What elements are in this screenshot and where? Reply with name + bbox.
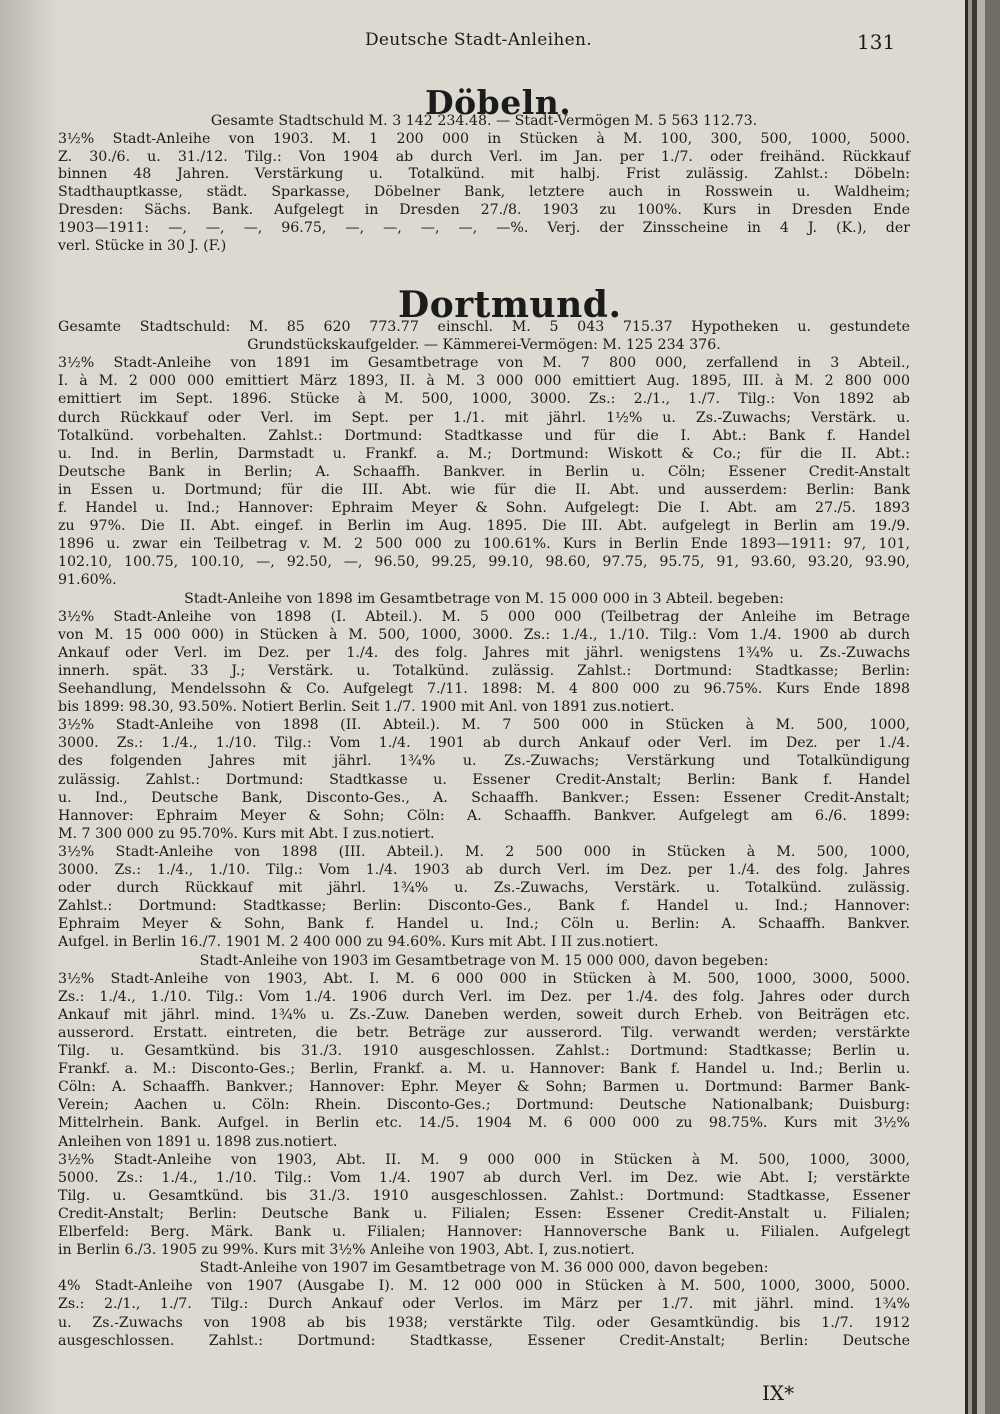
text-line: des folgenden Jahres mit jährl. 1¾% u. Zs.-Zuwachs; Verstärkung und Totalkündigung	[58, 753, 910, 770]
text-line: u. Zs.-Zuwachs von 1908 ab bis 1938; verstärkte Tilg. oder Gesamtkündig. bis 1./7. 1912	[58, 1314, 910, 1331]
text-line: verl. Stücke in 30 J. (F.)	[58, 237, 227, 254]
text-line: Mittelrhein. Bank. Aufgel. in Berlin etc. 14./5. 1904 M. 6 000 000 zu 98.75%. Kurs mit 3½%	[58, 1115, 910, 1132]
text-line: Ankauf mit jährl. mind. 1¾% u. Zs.-Zuw. Daneben werden, soweit durch Erheb. von Beiträgen etc.	[58, 1006, 910, 1023]
text-line: von M. 15 000 000) in Stücken à M. 500, 1000, 3000. Zs.: 1./4., 1./10. Tilg.: Vom 1./4. 1900 ab durch	[58, 626, 910, 643]
text-line: zulässig. Zahlst.: Dortmund: Stadtkasse u. Essener Credit-Anstalt; Berlin: Bank f. Handel	[58, 771, 910, 788]
text-line: Zs.: 1./4., 1./10. Tilg.: Vom 1./4. 1906 durch Verl. im Dez. per 1./4. des folg. Jahres oder durch	[58, 988, 910, 1005]
text-line: durch Rückkauf oder Verl. im Sept. per 1./1. mit jährl. 1½% u. Zs.-Zuwachs; Verstärk. u.	[58, 409, 910, 426]
text-line: Stadt-Anleihe von 1898 im Gesamtbetrage von M. 15 000 000 in 3 Abteil. begeben:	[184, 590, 784, 607]
text-line: Zs.: 2./1., 1./7. Tilg.: Durch Ankauf oder Verlos. im März per 1./7. mit jährl. mind. 1¾%	[58, 1296, 910, 1313]
text-line: Stadt-Anleihe von 1907 im Gesamtbetrage von M. 36 000 000, davon begeben:	[199, 1260, 769, 1277]
text-line: 3000. Zs.: 1./4., 1./10. Tilg.: Vom 1./4. 1903 ab durch Verl. im Dez. per 1./4. des folg. Jahres	[58, 862, 910, 878]
text-line: 3½% Stadt-Anleihe von 1903. M. 1 200 000 in Stücken à M. 100, 300, 500, 1000, 5000.	[58, 130, 910, 147]
text-line: 3000. Zs.: 1./4., 1./10. Tilg.: Vom 1./4. 1901 ab durch Ankauf oder Verl. im Dez. per 1./4.	[58, 735, 910, 752]
text-line: 3½% Stadt-Anleihe von 1903, Abt. II. M. 9 000 000 in Stücken à M. 500, 1000, 3000,	[58, 1151, 910, 1168]
text-line: 3½% Stadt-Anleihe von 1891 im Gesamtbetrage von M. 7 800 000, zerfallend in 3 Abteil.,	[58, 355, 910, 372]
text-line: M. 7 300 000 zu 95.70%. Kurs mit Abt. I zus.notiert.	[58, 825, 435, 842]
text-line: Gesamte Stadtschuld: M. 85 620 773.77 einschl. M. 5 043 715.37 Hypotheken u. gestundete	[58, 319, 910, 335]
text-line: 3½% Stadt-Anleihe von 1898 (II. Abteil.). M. 7 500 000 in Stücken à M. 500, 1000,	[58, 717, 910, 734]
text-line: Gesamte Stadtschuld M. 3 142 234.48. — Stadt-Vermögen M. 5 563 112.73.	[210, 113, 758, 129]
text-line: in Essen u. Dortmund; für die III. Abt. wie für die II. Abt. und ausserdem: Berlin: Bank	[58, 481, 910, 498]
text-line: Tilg. u. Gesamtkünd. bis 31./3. 1910 ausgeschlossen. Zahlst.: Dortmund: Stadtkasse, Essener	[58, 1187, 910, 1204]
text-line: innerh. spät. 33 J.; Verstärk. u. Totalkünd. zulässig. Zahlst.: Dortmund: Stadtkasse; Berlin:	[58, 662, 910, 679]
text-line: Frankf. a. M.: Disconto-Ges.; Berlin, Frankf. a. M. u. Hannover: Bank f. Handel u. Ind.; Berlin u.	[58, 1061, 910, 1078]
book-edge	[965, 0, 1000, 1414]
text-line: 3½% Stadt-Anleihe von 1903, Abt. I. M. 6 000 000 in Stücken à M. 500, 1000, 3000, 5000.	[58, 970, 910, 987]
text-line: Grundstückskaufgelder. — Kämmerei-Vermögen: M. 125 234 376.	[247, 337, 721, 354]
text-line: bis 1899: 98.30, 93.50%. Notiert Berlin. Seit 1./7. 1900 mit Anl. von 1891 zus.notiert.	[58, 699, 675, 716]
text-line: Z. 30./6. u. 31./12. Tilg.: Von 1904 ab durch Verl. im Jan. per 1./7. oder freihänd. Rückkauf	[58, 148, 910, 165]
text-line: zu 97%. Die II. Abt. eingef. in Berlin im Aug. 1895. Die III. Abt. aufgelegt in Berlin am 19./9.	[58, 518, 910, 535]
section-title-doebeln: Döbeln.	[425, 83, 572, 122]
text-line: binnen 48 Jahren. Verstärkung u. Totalkünd. mit halbj. Frist zulässig. Zahlst.: Döbeln:	[58, 166, 910, 183]
text-line: I. à M. 2 000 000 emittiert März 1893, II. à M. 3 000 000 emittiert Aug. 1895, III. à M. 2 800 000	[58, 373, 910, 390]
text-line: Deutsche Bank in Berlin; A. Schaaffh. Bankver. in Berlin u. Cöln; Essener Credit-Anstalt	[58, 463, 910, 480]
text-line: emittiert im Sept. 1896. Stücke à M. 500, 1000, 3000. Zs.: 2./1., 1./7. Tilg.: Von 1892 ab	[58, 391, 910, 408]
text-line: 4% Stadt-Anleihe von 1907 (Ausgabe I). M. 12 000 000 in Stücken à M. 500, 1000, 3000, 5000.	[58, 1278, 910, 1295]
text-line: Cöln: A. Schaaffh. Bankver.; Hannover: Ephr. Meyer & Sohn; Barmen u. Dortmund: Barmer Bank-	[58, 1079, 910, 1096]
text-line: 3½% Stadt-Anleihe von 1898 (III. Abteil.). M. 2 500 000 in Stücken à M. 500, 1000,	[58, 843, 910, 860]
text-line: 91.60%.	[58, 572, 117, 589]
text-line: ausgeschlossen. Zahlst.: Dortmund: Stadtkasse, Essener Credit-Anstalt; Berlin: Deutsche	[58, 1332, 910, 1349]
text-line: Seehandlung, Mendelssohn & Co. Aufgelegt 7./11. 1898: M. 4 800 000 zu 96.75%. Kurs Ende 1898	[58, 681, 910, 697]
page-gutter-shadow	[0, 0, 58, 1414]
text-line: in Berlin 6./3. 1905 zu 99%. Kurs mit 3½% Anleihe von 1903, Abt. I, zus.notiert.	[58, 1242, 635, 1259]
text-line: 1903—1911: —, —, —, 96.75, —, —, —, —, —%. Verj. der Zinsscheine in 4 J. (K.), der	[58, 219, 910, 236]
text-line: 3½% Stadt-Anleihe von 1898 (I. Abteil.). M. 5 000 000 (Teilbetrag der Anleihe im Betrage	[58, 608, 910, 625]
text-line: Totalkünd. vorbehalten. Zahlst.: Dortmund: Stadtkasse und für die I. Abt.: Bank f. Handel	[58, 427, 910, 444]
text-line: Credit-Anstalt; Berlin: Deutsche Bank u. Filialen; Essen: Essener Credit-Anstalt u. Filialen;	[58, 1205, 910, 1222]
page-number: 131	[857, 30, 896, 54]
text-line: oder durch Rückkauf mit jährl. 1¾% u. Zs.-Zuwachs, Verstärk. u. Totalkünd. zulässig.	[58, 880, 910, 897]
text-line: Dresden: Sächs. Bank. Aufgelegt in Dresden 27./8. 1903 zu 100%. Kurs in Dresden Ende	[58, 202, 910, 218]
text-line: Tilg. u. Gesamtkünd. bis 31./3. 1910 ausgeschlossen. Zahlst.: Dortmund: Stadtkasse; Berlin u.	[58, 1043, 910, 1059]
signature-mark: IX*	[762, 1381, 795, 1405]
text-line: 1896 u. zwar ein Teilbetrag v. M. 2 500 000 zu 100.61%. Kurs in Berlin Ende 1893—1911: 97, 101,	[58, 536, 910, 553]
text-line: Ephraim Meyer & Sohn, Bank f. Handel u. Ind.; Cöln u. Berlin: A. Schaaffh. Bankver.	[58, 916, 910, 933]
section-title-dortmund: Dortmund.	[398, 284, 622, 326]
text-line: Aufgel. in Berlin 16./7. 1901 M. 2 400 000 zu 94.60%. Kurs mit Abt. I II zus.notiert.	[58, 934, 659, 951]
text-line: 102.10, 100.75, 100.10, —, 92.50, —, 96.50, 99.25, 99.10, 98.60, 97.75, 95.75, 91, 93.60, 93.20, 93.90,	[58, 554, 910, 571]
text-line: Stadthauptkasse, städt. Sparkasse, Döbelner Bank, letztere auch in Rosswein u. Waldheim;	[58, 184, 910, 201]
text-line: Anleihen von 1891 u. 1898 zus.notiert.	[58, 1133, 338, 1150]
text-line: Ankauf oder Verl. im Dez. per 1./4. des folg. Jahres mit jährl. wenigstens 1¾% u. Zs.-Zuwachs	[58, 644, 910, 661]
text-line: 5000. Zs.: 1./4., 1./10. Tilg.: Vom 1./4. 1907 ab durch Verl. im Dez. wie Abt. I; verstärkte	[58, 1169, 910, 1186]
text-line: ausserord. Erstatt. eintreten, die betr. Beträge zur ausserord. Tilg. verwandt werden; verstärkte	[58, 1024, 910, 1041]
text-line: u. Ind. in Berlin, Darmstadt u. Frankf. a. M.; Dortmund: Wiskott & Co.; für die II. Abt.:	[58, 445, 910, 462]
running-head: Deutsche Stadt-Anleihen.	[365, 30, 592, 50]
text-line: f. Handel u. Ind.; Hannover: Ephraim Meyer & Sohn. Aufgelegt: Die I. Abt. am 27./5. 1893	[58, 500, 910, 516]
text-line: Stadt-Anleihe von 1903 im Gesamtbetrage von M. 15 000 000, davon begeben:	[199, 952, 769, 969]
text-line: Hannover: Ephraim Meyer & Sohn; Cöln: A. Schaaffh. Bankver. Aufgelegt am 6./6. 1899:	[58, 807, 910, 824]
text-line: Zahlst.: Dortmund: Stadtkasse; Berlin: Disconto-Ges., Bank f. Handel u. Ind.; Hannover:	[58, 898, 910, 915]
text-line: u. Ind., Deutsche Bank, Disconto-Ges., A. Schaaffh. Bankver.; Essen: Essener Credit-Anstalt;	[58, 789, 910, 806]
text-line: Elberfeld: Berg. Märk. Bank u. Filialen; Hannover: Hannoversche Bank u. Filialen. Aufgelegt	[58, 1224, 910, 1240]
text-line: Verein; Aachen u. Cöln: Rhein. Disconto-Ges.; Dortmund: Deutsche Nationalbank; Duisburg:	[58, 1097, 910, 1114]
